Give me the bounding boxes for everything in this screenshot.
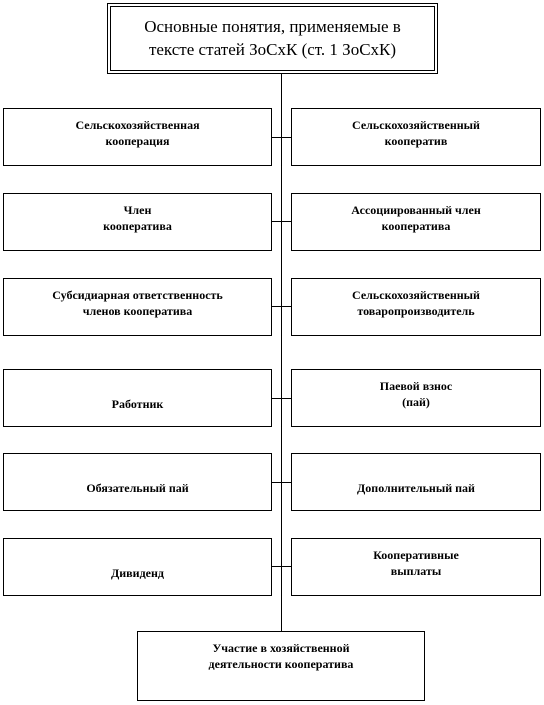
connector-left-1: [271, 137, 281, 138]
connector-left-6: [271, 566, 281, 567]
concept-box-additional-share: Дополнительный пай: [291, 453, 541, 511]
concept-box-mandatory-share: Обязательный пай: [3, 453, 272, 511]
concept-box-economic-participation: Участие в хозяйственной деятельности кооператива: [137, 631, 425, 701]
central-spine-line: [281, 74, 282, 631]
diagram-title-box: [107, 3, 438, 74]
concept-box-employee: Работник: [3, 369, 272, 427]
concept-box-agricultural-cooperative: Сельскохозяйственный кооператив: [291, 108, 541, 166]
diagram-title: Основные понятия, применяемые в тексте статей ЗоСхК (ст. 1 ЗоСхК): [110, 6, 435, 71]
concept-box-cooperative-payments: Кооперативные выплаты: [291, 538, 541, 596]
concept-box-share-contribution: Паевой взнос (пай): [291, 369, 541, 427]
concept-box-agricultural-producer: Сельскохозяйственный товаропроизводитель: [291, 278, 541, 336]
concept-box-subsidiary-liability: Субсидиарная ответственность членов кооператива: [3, 278, 272, 336]
concept-box-dividend: Дивиденд: [3, 538, 272, 596]
connector-left-4: [271, 398, 281, 399]
connector-left-3: [271, 306, 281, 307]
connector-left-2: [271, 221, 281, 222]
connector-left-5: [271, 482, 281, 483]
concept-box-associated-member: Ассоциированный член кооператива: [291, 193, 541, 251]
concept-box-cooperative-member: Член кооператива: [3, 193, 272, 251]
concept-box-agricultural-cooperation: Сельскохозяйственная кооперация: [3, 108, 272, 166]
